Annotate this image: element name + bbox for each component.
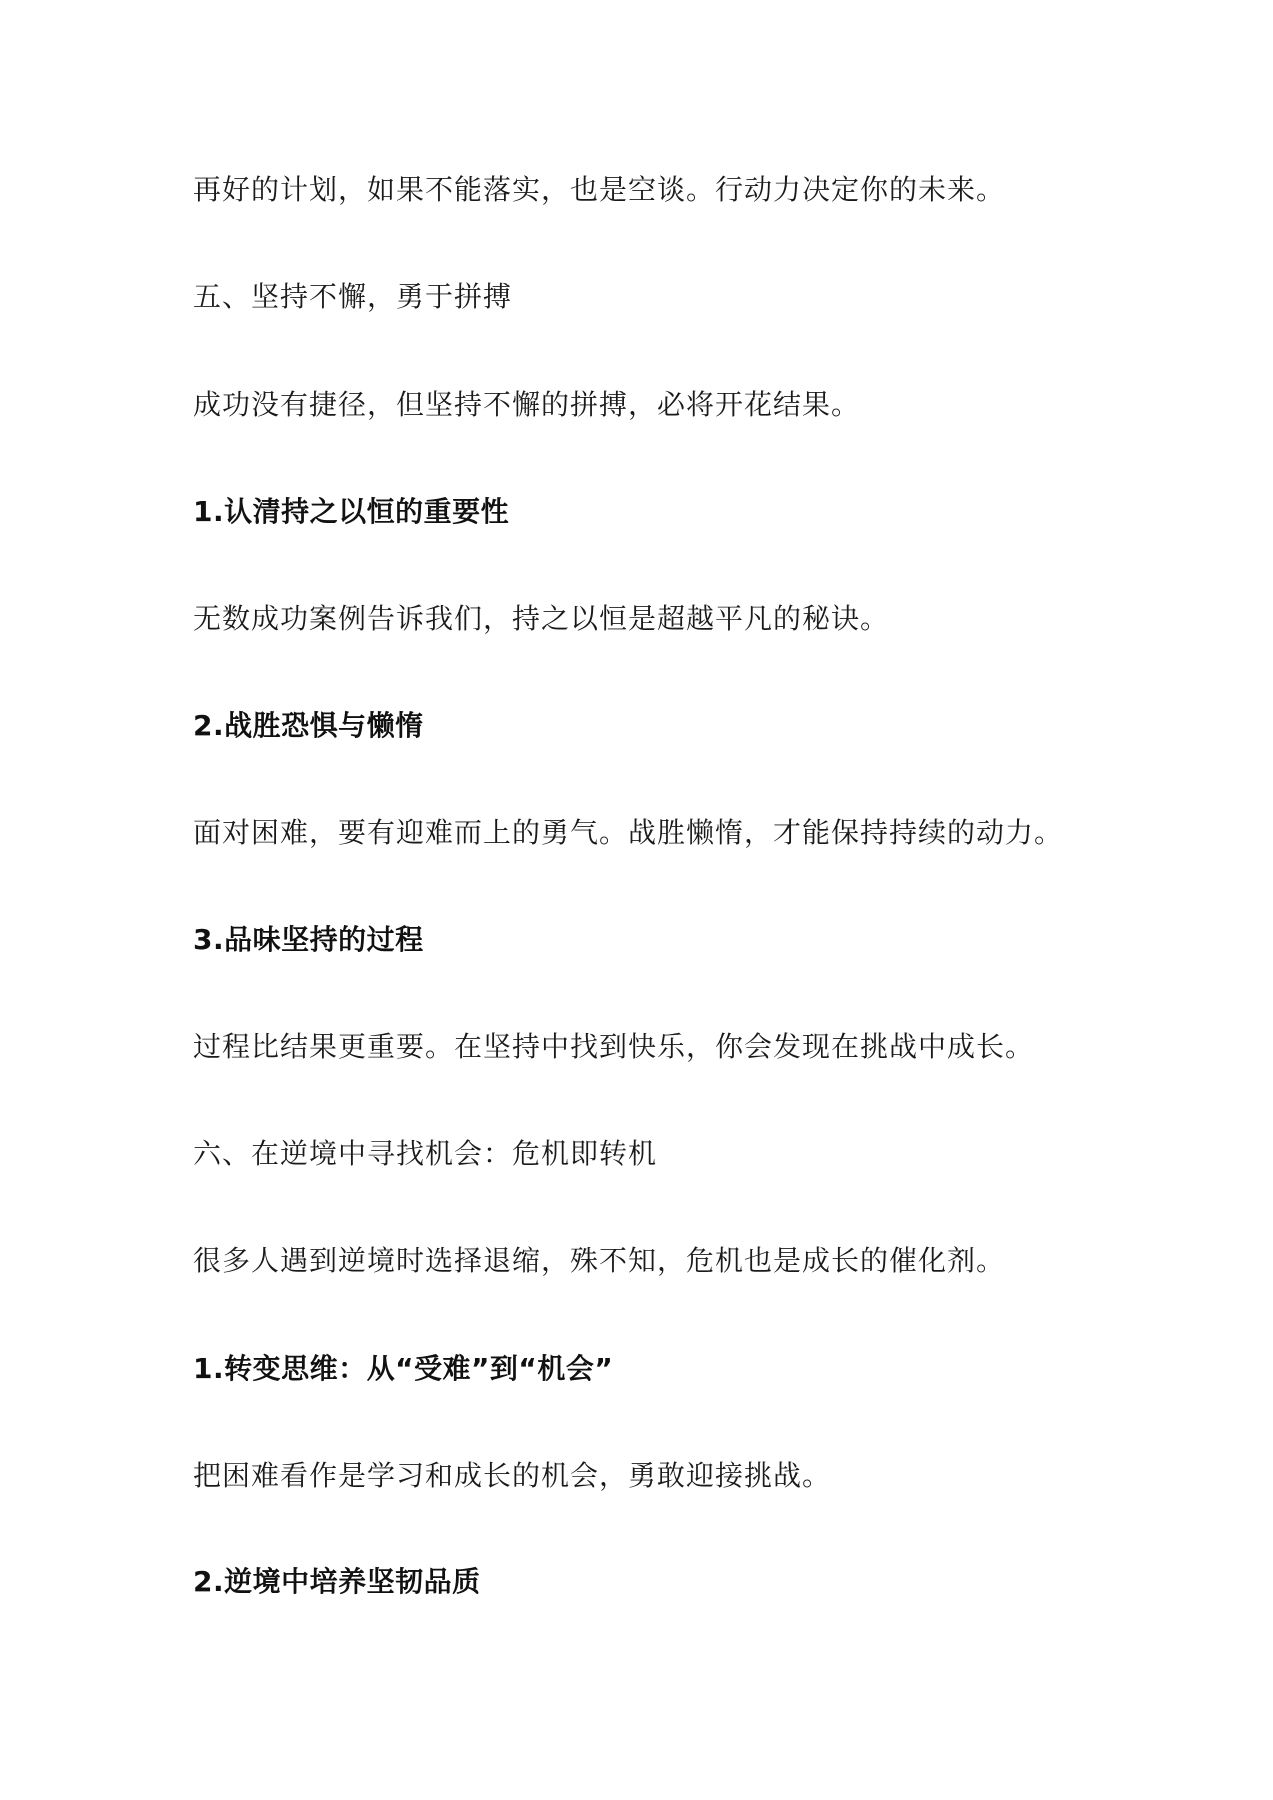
paragraph-process-matters: 过程比结果更重要。在坚持中找到快乐，你会发现在挑战中成长。 (193, 1030, 1035, 1063)
subheading-perseverance-importance: 1.认清持之以恒的重要性 (193, 495, 510, 528)
paragraph-no-shortcut: 成功没有捷径，但坚持不懈的拼搏，必将开花结果。 (193, 388, 861, 421)
subheading-change-mindset: 1.转变思维：从“受难”到“机会” (193, 1352, 614, 1385)
subheading-build-resilience: 2.逆境中培养坚韧品质 (193, 1565, 481, 1598)
section-heading-five: 五、坚持不懈，勇于拼搏 (193, 280, 513, 313)
paragraph-success-cases: 无数成功案例告诉我们，持之以恒是超越平凡的秘诀。 (193, 602, 890, 635)
paragraph-face-difficulty: 面对困难，要有迎难而上的勇气。战胜懒惰，才能保持持续的动力。 (193, 816, 1064, 849)
subheading-overcome-fear: 2.战胜恐惧与懒惰 (193, 709, 424, 742)
paragraph-action-plan: 再好的计划，如果不能落实，也是空谈。行动力决定你的未来。 (193, 173, 1006, 206)
paragraph-adversity-catalyst: 很多人遇到逆境时选择退缩，殊不知，危机也是成长的催化剂。 (193, 1244, 1006, 1277)
subheading-savor-process: 3.品味坚持的过程 (193, 923, 424, 956)
paragraph-embrace-challenge: 把困难看作是学习和成长的机会，勇敢迎接挑战。 (193, 1459, 832, 1492)
section-heading-six: 六、在逆境中寻找机会：危机即转机 (193, 1137, 658, 1170)
